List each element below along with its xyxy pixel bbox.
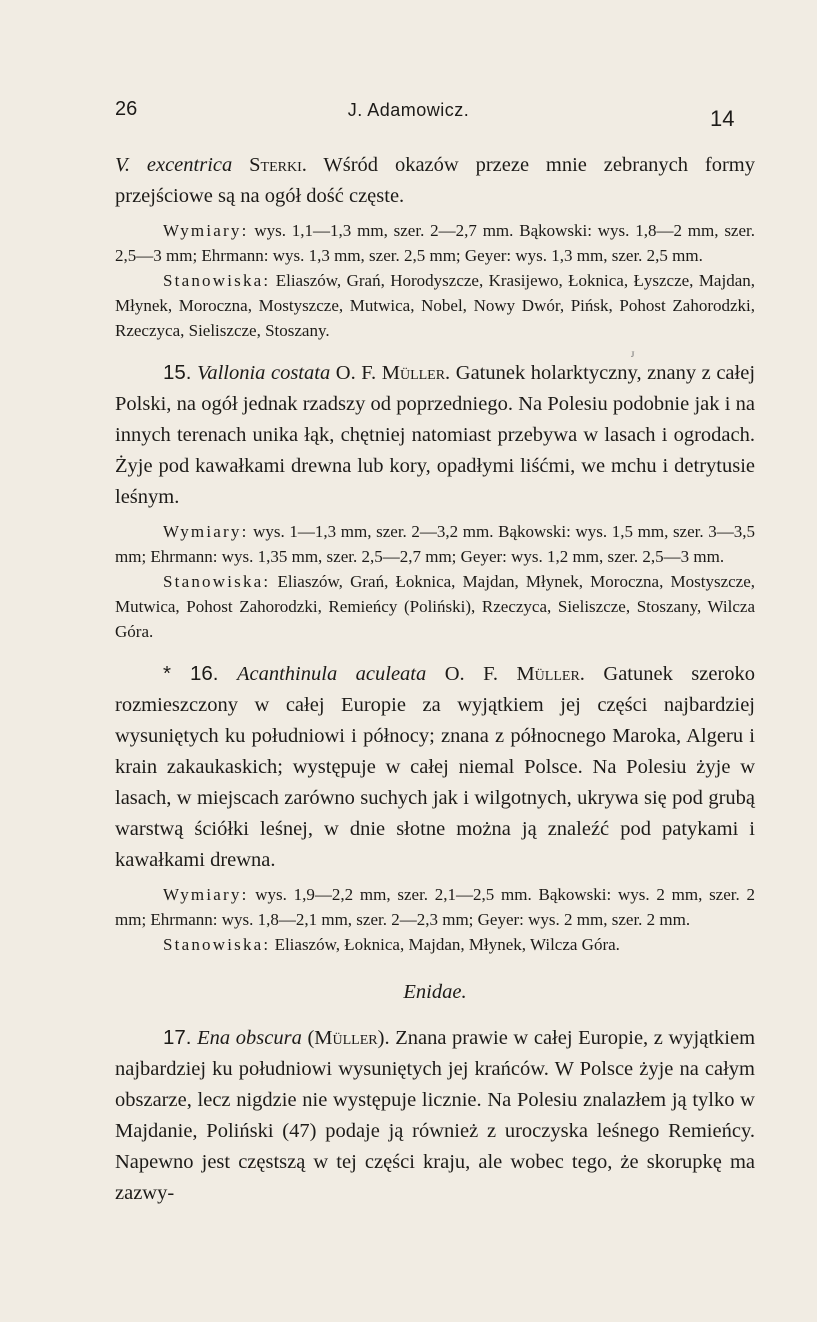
species-number: 17. bbox=[163, 1026, 192, 1049]
species-name: V. excentrica bbox=[115, 154, 233, 176]
vallonia-measurements bbox=[115, 519, 755, 569]
page-body bbox=[115, 150, 755, 1209]
paragraph-text: Wśród okazów przeze mnie zebranych formy przejściowe są na ogół dość częste. bbox=[115, 154, 755, 207]
measurements-text: wys. 1,9—2,2 mm, szer. 2,1—2,5 mm. Bąkowski: wys. 2 mm, szer. 2 mm; Ehrmann: wys. 1,8—2,1 mm, szer. 2—2,3 mm; Geyer: wys. 2 mm, szer. 2 mm. bbox=[115, 885, 756, 929]
page-number: 26 bbox=[115, 98, 138, 120]
localities-label: Stanowiska: bbox=[163, 271, 271, 290]
species-name: Ena obscura bbox=[197, 1027, 302, 1049]
paragraph-text: Gatunek szeroko rozmieszczony w całej Europie za wyjątkiem jej części najbardziej wysuniętych ku południowi i północy; znana z północnego Maroka, Algeru i krain zakaukaskich; występuje w całej niemal Polsce. Na Polesiu żyje w lasach, w miejscach zarówno suchych jak i wilgotnych, ukrywa się pod grubą warstwą ściółki leśnej, w dnie słotne można ją znaleźć pod patykami i kawałkami drewna. bbox=[115, 663, 756, 871]
species-author: Sterki. bbox=[249, 154, 307, 176]
species-name: Vallonia costata bbox=[197, 362, 331, 384]
species-number: * 16. bbox=[163, 662, 219, 685]
vallonia-paragraph bbox=[115, 357, 755, 513]
species-author: O. F. Müller. bbox=[444, 663, 585, 685]
sheet-number: 14 bbox=[710, 106, 735, 131]
margin-mark: ᴊ bbox=[631, 346, 635, 360]
localities-text: Eliaszów, Grań, Łoknica, Majdan, Młynek, Moroczna, Mostyszcze, Mutwica, Pohost Zahorodzki, Remieńcy (Poliński), Rzeczyca, Sieliszcze, Stoszany, Wilcza Góra. bbox=[115, 572, 756, 641]
measurements-label: Wymiary: bbox=[163, 885, 249, 904]
excentrica-measurements bbox=[115, 218, 755, 268]
page-header bbox=[0, 98, 817, 132]
localities-text: Eliaszów, Łoknica, Majdan, Młynek, Wilcza Góra. bbox=[274, 935, 620, 954]
species-author: O. F. Müller. bbox=[335, 362, 451, 384]
measurements-text: wys. 1—1,3 mm, szer. 2—3,2 mm. Bąkowski: wys. 1,5 mm, szer. 3—3,5 mm; Ehrmann: wys. 1,35 mm, szer. 2,5—2,7 mm; Geyer: wys. 1,2 mm, szer. 2,5—3 mm. bbox=[115, 522, 756, 566]
measurements-label: Wymiary: bbox=[163, 221, 249, 240]
excentrica-paragraph bbox=[115, 150, 755, 212]
vallonia-localities bbox=[115, 569, 755, 644]
ena-paragraph bbox=[115, 1022, 755, 1209]
acanthinula-localities bbox=[115, 932, 755, 957]
acanthinula-paragraph bbox=[115, 658, 755, 876]
measurements-label: Wymiary: bbox=[163, 522, 249, 541]
measurements-text: wys. 1,1—1,3 mm, szer. 2—2,7 mm. Bąkowski: wys. 1,8—2 mm, szer. 2,5—3 mm; Ehrmann: wys. 1,3 mm, szer. 2,5 mm; Geyer: wys. 1,3 mm, szer. 2,5 mm. bbox=[115, 221, 755, 265]
species-author: (Müller). bbox=[307, 1027, 390, 1049]
running-title: J. Adamowicz. bbox=[347, 100, 470, 120]
paragraph-text: Gatunek holarktyczny, znany z całej Polski, na ogół jednak rzadszy od poprzedniego. Na Polesiu podobnie jak i na innych terenach unika łąk, chętniej natomiast przebywa w lasach i ogrodach. Żyje pod kawałkami drewna lub kory, opadłymi liśćmi, we mchu i detrytusie leśnym. bbox=[115, 362, 756, 508]
localities-label: Stanowiska: bbox=[163, 935, 271, 954]
family-heading: Enidae. bbox=[403, 981, 467, 1003]
species-name: Acanthinula aculeata bbox=[236, 663, 427, 685]
localities-text: Eliaszów, Grań, Horodyszcze, Krasijewo, Łoknica, Łyszcze, Majdan, Młynek, Moroczna, Mostyszcze, Mutwica, Nobel, Nowy Dwór, Pińsk, Pohost Zahorodzki, Rzeczyca, Sieliszcze, Stoszany. bbox=[115, 271, 755, 340]
excentrica-localities bbox=[115, 268, 755, 343]
species-number: 15. bbox=[163, 361, 192, 384]
paragraph-text: Znana prawie w całej Europie, z wyjątkiem najbardziej ku południowi wysuniętych jej krańców. W Polsce żyje na całym obszarze, lecz nigdzie nie występuje licznie. Na Polesiu znalazłem ją tylko w Majdanie, Poliński (47) podaje ją również z uroczyska leśnego Remieńcy. Napewno jest częstszą w tej części kraju, ale wobec tego, że skorupkę ma zazwy- bbox=[115, 1027, 756, 1204]
acanthinula-measurements bbox=[115, 882, 755, 932]
localities-label: Stanowiska: bbox=[163, 572, 271, 591]
